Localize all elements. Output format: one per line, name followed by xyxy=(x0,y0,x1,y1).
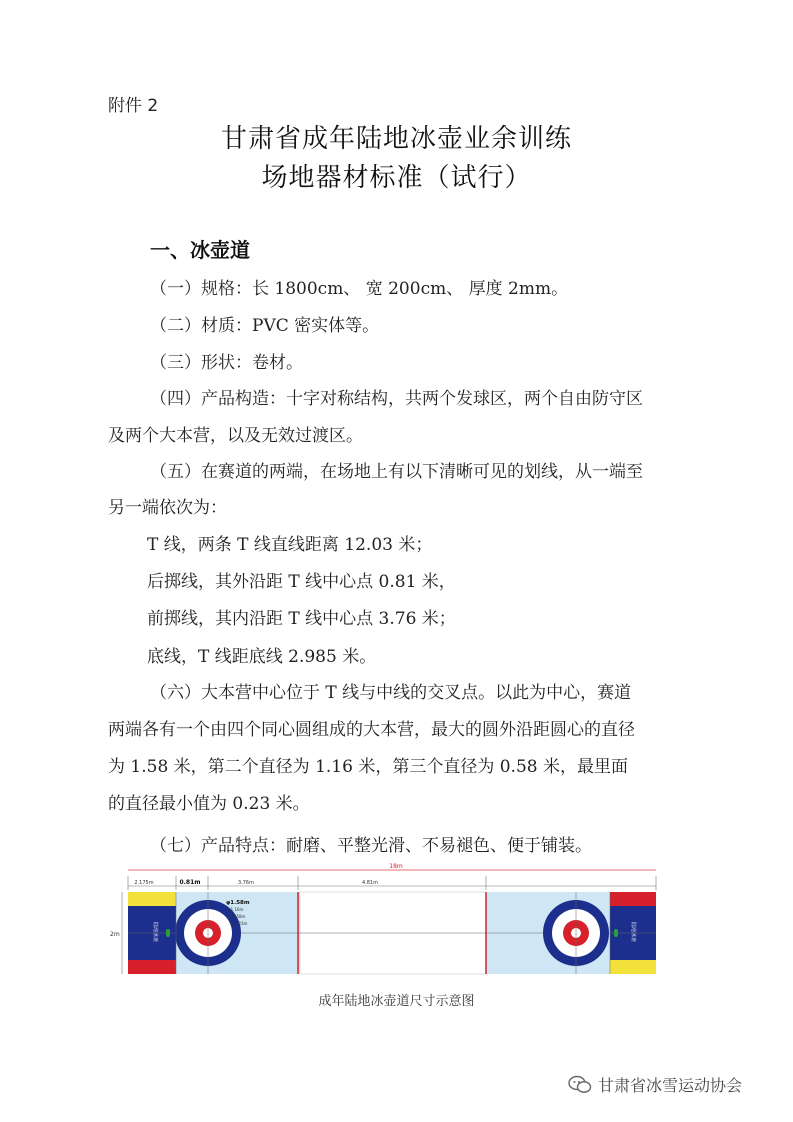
paragraph-house-line-4: 的直径最小值为 0.23 米。 xyxy=(108,794,310,814)
dimension-label-376: 3.76m xyxy=(237,880,255,886)
watermark xyxy=(568,1073,742,1096)
end-text-right: 陆地冰壶 xyxy=(630,921,636,943)
section-heading-curling-lane: 一、冰壶道 xyxy=(150,238,250,262)
line-item-back-line: 后掷线，其外沿距 T 线中心点 0.81 米， xyxy=(147,572,456,592)
dimension-label-total: 18m xyxy=(389,863,403,870)
curling-lane-diagram xyxy=(108,862,664,982)
annex-label: 附件 2 xyxy=(108,96,159,116)
end-block-right-bottom xyxy=(610,960,656,974)
paragraph-shape: （三）形状：卷材。 xyxy=(150,353,303,373)
paragraph-structure-line-1: （四）产品构造：十字对称结构，共两个发球区，两个自由防守区 xyxy=(150,389,643,409)
paragraph-house-line-3: 为 1.58 米，第二个直径为 1.16 米，第三个直径为 0.58 米，最里面 xyxy=(108,757,628,777)
ring-label-116: φ1.16m xyxy=(228,907,244,912)
paragraph-structure-line-2: 及两个大本营，以及无效过渡区。 xyxy=(108,426,363,446)
line-item-bottom-line: 底线，T 线距底线 2.985 米。 xyxy=(147,647,377,667)
line-item-t-line: T 线，两条 T 线直线距离 12.03 米； xyxy=(147,535,433,555)
diagram-caption: 成年陆地冰壶道尺寸示意图 xyxy=(318,994,475,1009)
line-item-front-line: 前掷线，其内沿距 T 线中心点 3.76 米； xyxy=(147,609,456,629)
wechat-icon xyxy=(568,1075,592,1095)
dimension-label-2175: 2.175m xyxy=(134,880,154,886)
ring-label-158: φ1.58m xyxy=(226,900,250,906)
end-block-right-top xyxy=(610,892,656,906)
hack-marker-right xyxy=(614,929,618,937)
paragraph-features: （七）产品特点：耐磨、平整光滑、不易褪色、便于铺装。 xyxy=(150,836,592,856)
paragraph-house-line-2: 两端各有一个由四个同心圆组成的大本营，最大的圆外沿距圆心的直径 xyxy=(108,720,635,740)
paragraph-specification: （一）规格：长 1800cm、 宽 200cm、 厚度 2mm。 xyxy=(150,279,569,299)
dimension-label-481: 4.81m xyxy=(361,880,379,886)
paragraph-lines-intro-1: （五）在赛道的两端，在场地上有以下清晰可见的划线，从一端至 xyxy=(150,462,643,482)
end-block-left-bottom xyxy=(128,960,176,974)
hack-marker-left xyxy=(166,929,170,937)
ring-label-058: φ0.58m xyxy=(230,914,246,919)
paragraph-house-line-1: （六）大本营中心位于 T 线与中线的交叉点。以此为中心，赛道 xyxy=(150,683,632,703)
dimension-label-width: 2m xyxy=(110,931,120,938)
end-block-left-top xyxy=(128,892,176,906)
dimension-label-081: 0.81m xyxy=(179,879,201,886)
ring-label-023: φ0.23m xyxy=(232,921,248,926)
document-title-line-1: 甘肃省成年陆地冰壶业余训练 xyxy=(220,124,572,154)
paragraph-material: （二）材质：PVC 密实体等。 xyxy=(150,316,380,336)
end-text-left: 陆地冰壶 xyxy=(152,921,158,943)
watermark-text: 甘肃省冰雪运动协会 xyxy=(598,1076,743,1095)
paragraph-lines-intro-2: 另一端依次为： xyxy=(108,498,227,518)
document-title-line-2: 场地器材标准（试行） xyxy=(261,163,532,193)
